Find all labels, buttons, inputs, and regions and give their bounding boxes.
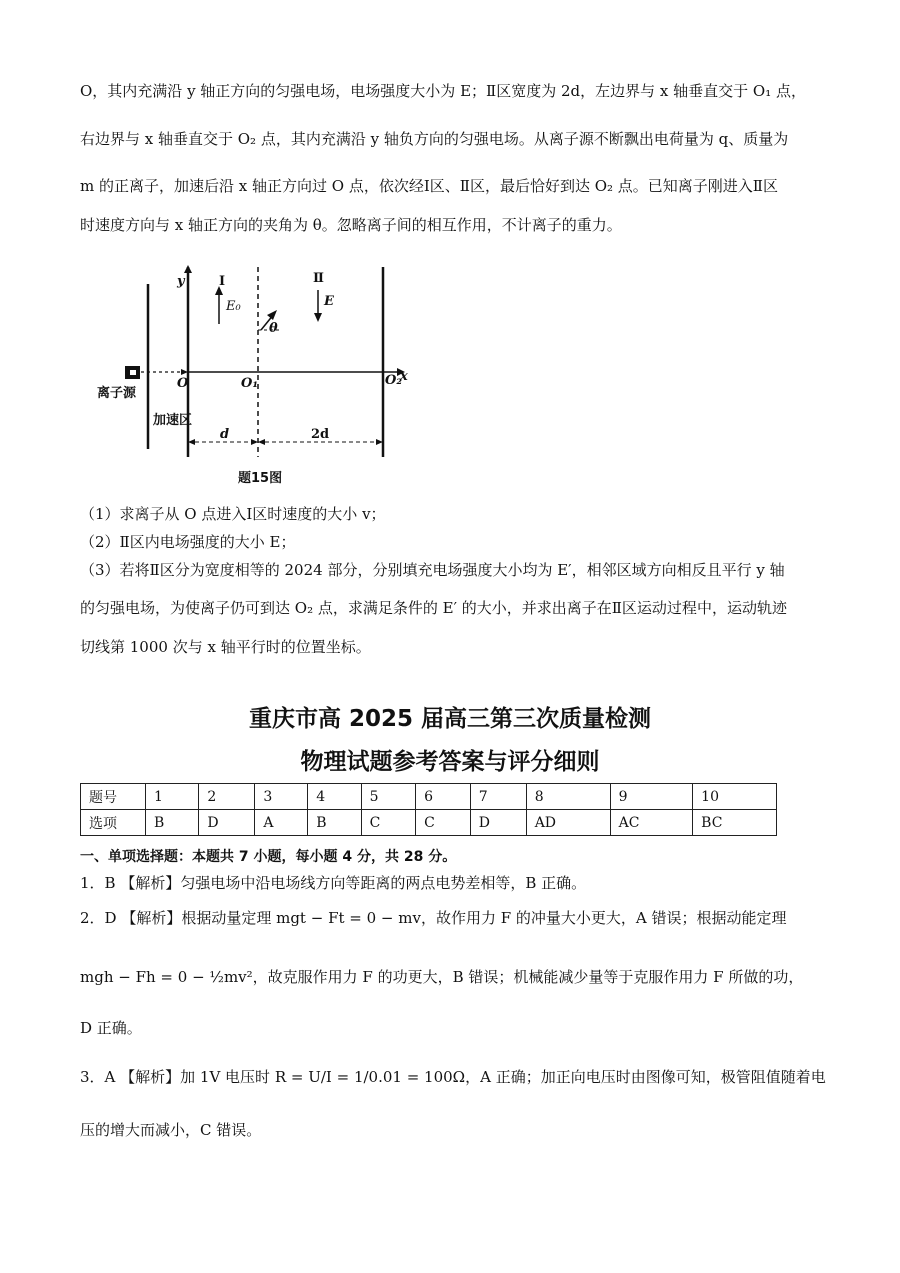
table-cell: D	[470, 810, 526, 836]
intro-line: 时速度方向与 x 轴正方向的夹角为 θ。忽略离子间的相互作用，不计离子的重力。	[80, 216, 622, 234]
analysis-line: 1．B 【解析】匀强电场中沿电场线方向等距离的两点电势差相等，B 正确。	[80, 874, 587, 892]
ion-source-label: 离子源	[97, 386, 137, 401]
y-axis-label: y	[177, 274, 185, 289]
question-line: 的匀强电场，为使离子仍可到达 O₂ 点，求满足条件的 E′ 的大小，并求出离子在Ⅱ区运动过程中，运动轨迹	[80, 599, 787, 617]
page-title: 重庆市高 2025 届高三第三次质量检测	[248, 706, 652, 732]
table-cell: 9	[610, 784, 693, 810]
table-cell: 3	[255, 784, 308, 810]
table-cell: 4	[308, 784, 361, 810]
d-label: d	[220, 427, 230, 442]
problem-figure	[95, 252, 425, 488]
e0-label: E₀	[226, 299, 241, 314]
question-line: 切线第 1000 次与 x 轴平行时的位置坐标。	[80, 638, 371, 656]
table-cell: BC	[693, 810, 777, 836]
analysis-line: mgh − Fh = 0 − ½mv²，故克服作用力 F 的功更大，B 错误；机械能减少量等于克服作用力 F 所做的功，	[80, 968, 804, 986]
intro-line: 右边界与 x 轴垂直交于 O₂ 点，其内充满沿 y 轴负方向的匀强电场。从离子源不断飘出电荷量为 q、质量为	[80, 130, 789, 148]
table-cell: 选项	[81, 810, 146, 836]
table-cell: B	[308, 810, 361, 836]
table-cell: C	[361, 810, 416, 836]
page-subtitle: 物理试题参考答案与评分细则	[300, 749, 600, 775]
o-label: O	[177, 376, 189, 391]
table-cell: 6	[416, 784, 471, 810]
analysis-line: 2．D 【解析】根据动量定理 mgt − Ft = 0 − mv，故作用力 F 的冲量大小更大，A 错误；根据动能定理	[80, 909, 787, 927]
region2-label: Ⅱ	[313, 271, 324, 286]
figure-caption: 题15图	[238, 471, 283, 486]
theta-label: θ	[269, 321, 278, 336]
o1-label: O₁	[241, 376, 259, 391]
table-cell: 题号	[81, 784, 146, 810]
analysis-line: 3．A 【解析】加 1V 电压时 R = U/I = 1/0.01 = 100Ω，A 正确；加正向电压时由图像可知，极管阻值随着电	[80, 1068, 826, 1086]
region1-label: Ⅰ	[219, 274, 226, 289]
table-cell: AD	[526, 810, 610, 836]
analysis-line: D 正确。	[80, 1019, 142, 1037]
table-cell: 1	[146, 784, 199, 810]
table-cell: A	[255, 810, 308, 836]
section-heading: 一、单项选择题：本题共 7 小题，每小题 4 分，共 28 分。	[80, 849, 457, 865]
question-line: （1）求离子从 O 点进入Ⅰ区时速度的大小 v；	[80, 505, 386, 523]
table-cell: 5	[361, 784, 416, 810]
analysis-line: 压的增大而减小，C 错误。	[80, 1121, 262, 1139]
question-line: （2）Ⅱ区内电场强度的大小 E；	[80, 533, 296, 551]
o2-label: O₂	[385, 373, 403, 388]
intro-line: m 的正离子，加速后沿 x 轴正方向过 O 点，依次经Ⅰ区、Ⅱ区，最后恰好到达 O₂ 点。已知离子刚进入Ⅱ区	[80, 177, 778, 195]
table-cell: AC	[610, 810, 693, 836]
table-cell: 10	[693, 784, 777, 810]
x-axis-label: x	[400, 369, 408, 384]
table-cell: 2	[199, 784, 255, 810]
question-line: （3）若将Ⅱ区分为宽度相等的 2024 部分，分别填充电场强度大小均为 E′，相邻区域方向相反且平行 y 轴	[80, 561, 785, 579]
table-row	[81, 784, 777, 810]
e-label: E	[324, 294, 334, 309]
accel-zone-label: 加速区	[153, 413, 193, 428]
table-cell: 7	[470, 784, 526, 810]
table-cell: B	[146, 810, 199, 836]
two-d-label: 2d	[311, 427, 330, 442]
table-cell: C	[416, 810, 471, 836]
table-row	[81, 810, 777, 836]
answer-table	[80, 783, 777, 836]
table-cell: D	[199, 810, 255, 836]
intro-line: O，其内充满沿 y 轴正方向的匀强电场，电场强度大小为 E；Ⅱ区宽度为 2d，左边界与 x 轴垂直交于 O₁ 点，	[80, 82, 806, 100]
table-cell: 8	[526, 784, 610, 810]
